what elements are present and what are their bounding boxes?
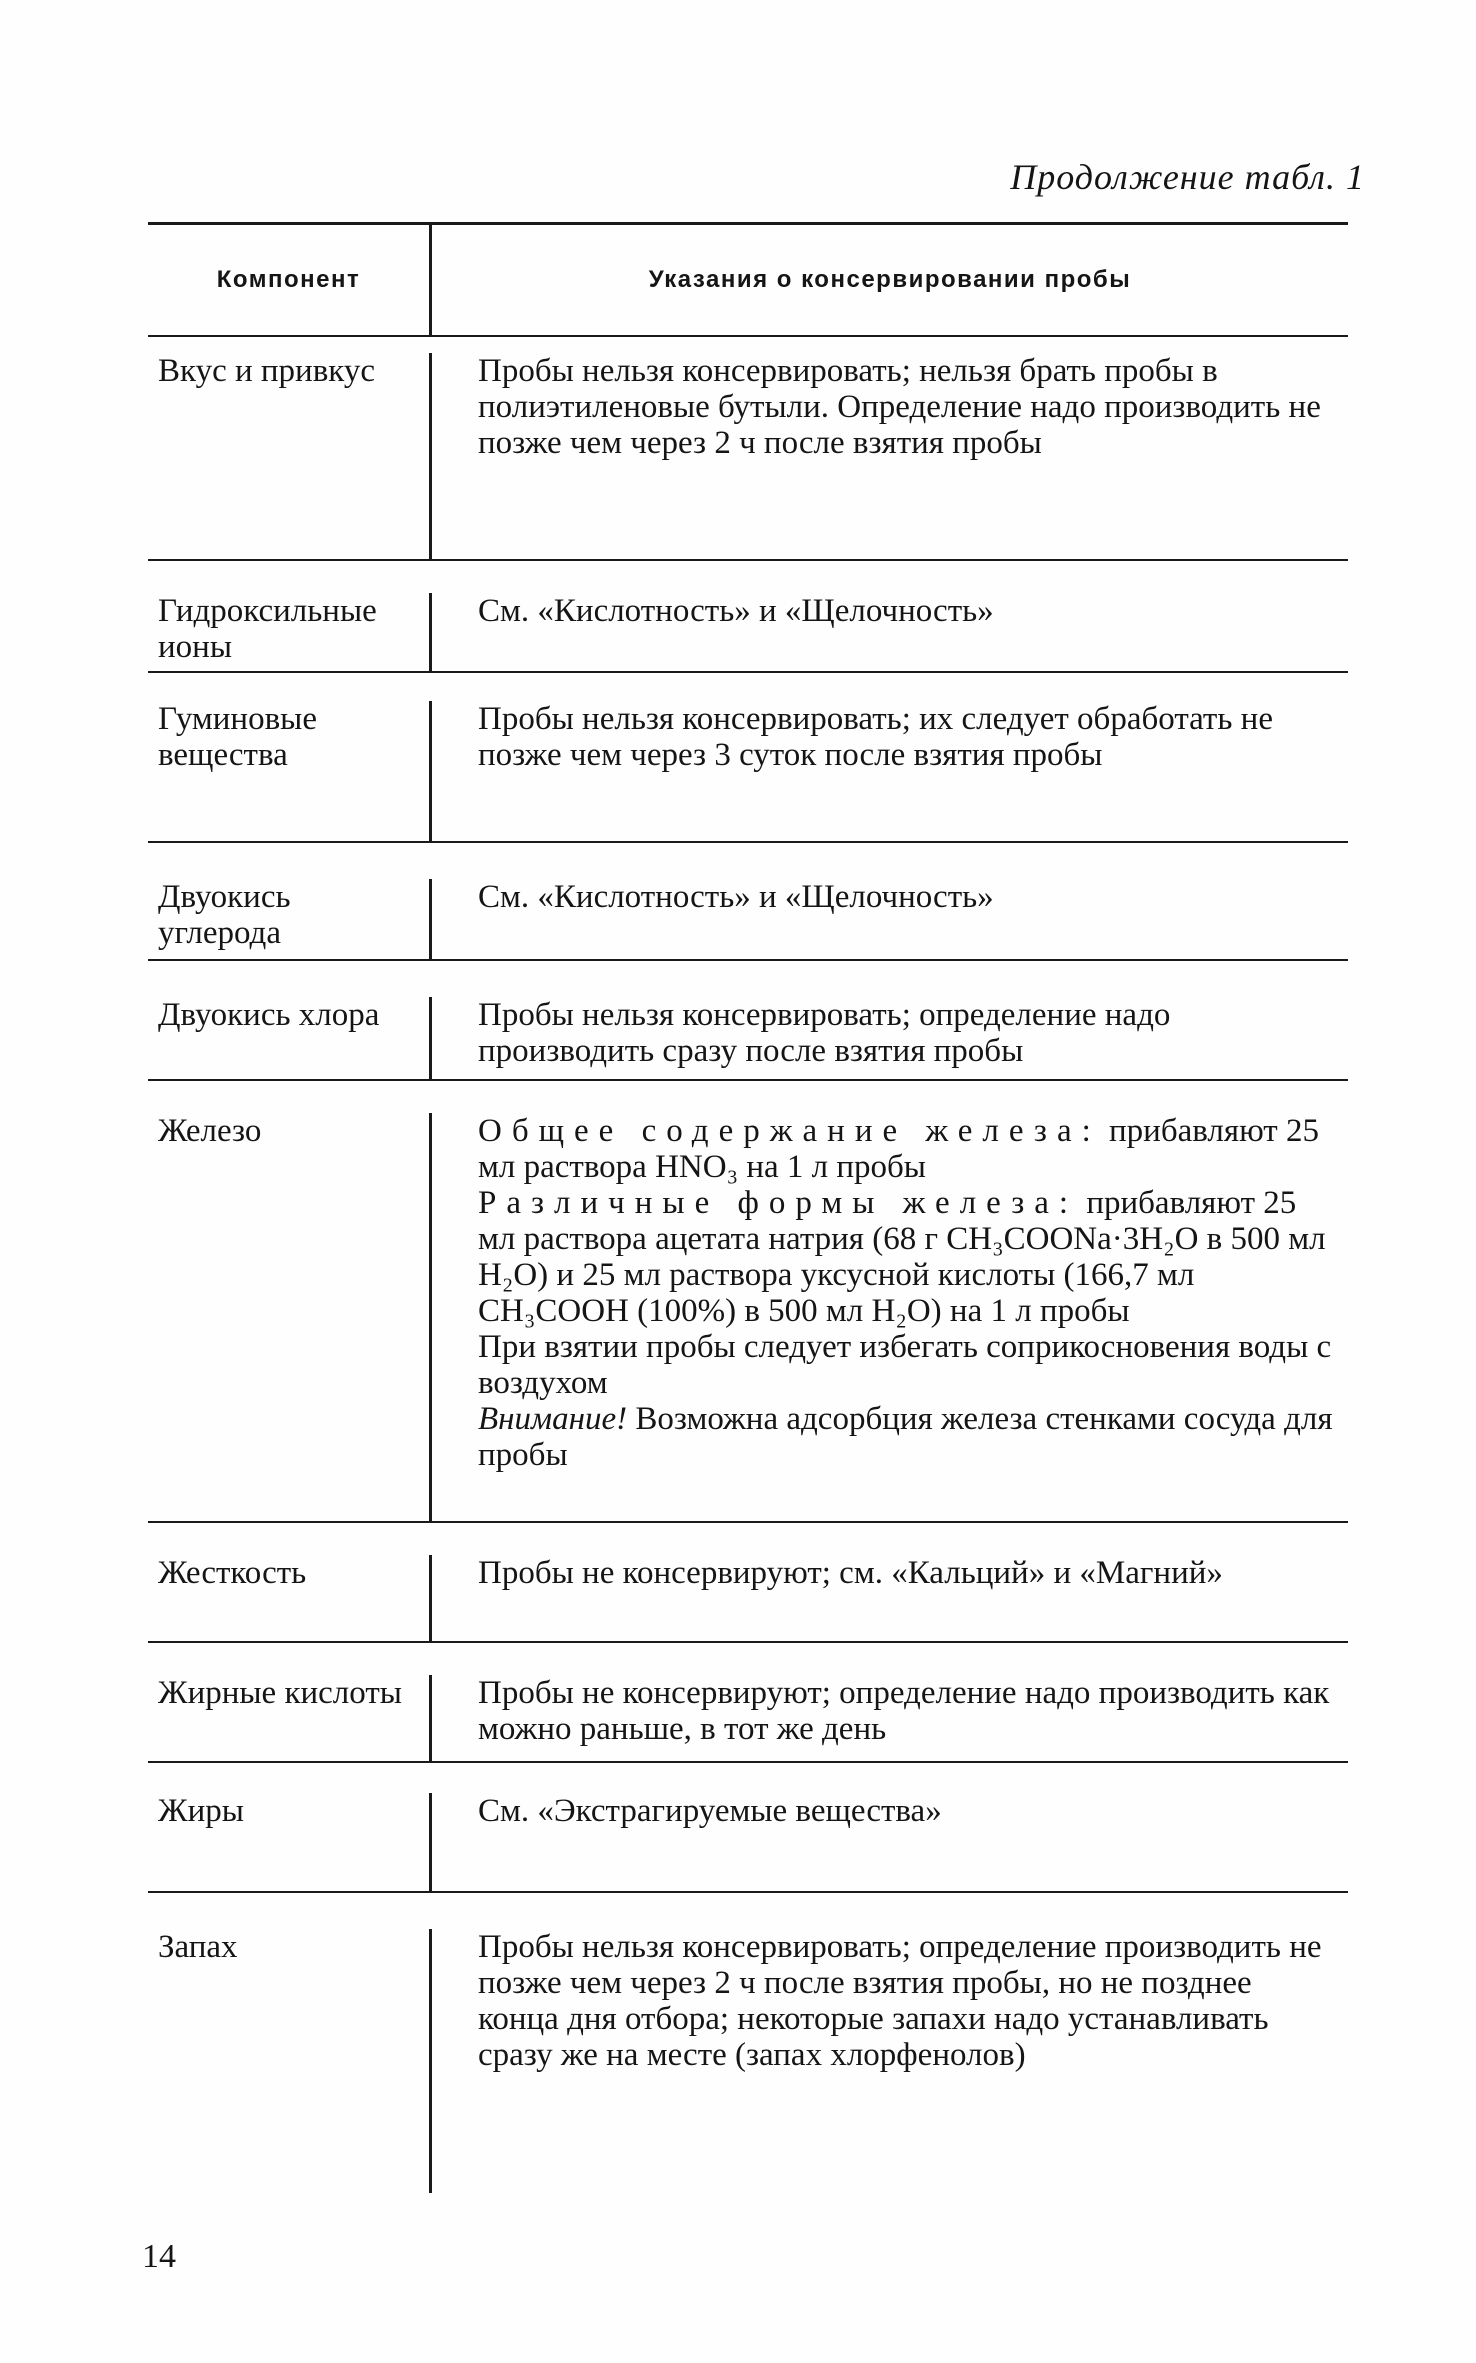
- preservation-instruction: Пробы не консервируют; определение надо производить как можно раньше, в тот же день: [478, 1675, 1330, 1747]
- table-header-row: [148, 225, 1348, 335]
- iron-forms-lead: Различные формы железа:: [478, 1185, 1079, 1221]
- page-header-continuation: Продолжение табл. 1: [1010, 157, 1365, 197]
- iron-warning-note: [478, 1401, 1336, 1473]
- iron-forms-note: [478, 1185, 1336, 1329]
- table-row: [148, 561, 1348, 671]
- preservation-instruction: См. «Кислотность» и «Щелочность»: [478, 879, 994, 915]
- table-row: [148, 843, 1348, 959]
- preservation-instruction: Пробы нельзя консервировать; определение производить не позже чем через 2 ч после взятия пробы, но не позднее конца дня отбора; некоторые запахи надо устанавливать сразу же на месте (запах хлорфенолов): [478, 1929, 1322, 2073]
- iron-total-lead: Общее содержание железа:: [478, 1113, 1101, 1149]
- iron-air-contact-note: При взятии пробы следует избегать соприкосновения воды с воздухом: [478, 1329, 1332, 1401]
- component-name: Жирные кислоты: [148, 1675, 432, 1761]
- table-row: [148, 1643, 1348, 1761]
- col-header-component: Компонент: [148, 225, 432, 335]
- preservation-instruction: Пробы нельзя консервировать; определение надо производить сразу после взятия пробы: [478, 997, 1171, 1069]
- sampling-table: [148, 222, 1348, 2193]
- table-row: [148, 673, 1348, 841]
- preservation-instruction: Пробы не консервируют; см. «Кальций» и «Магний»: [478, 1555, 1223, 1591]
- preservation-instruction: Пробы нельзя консервировать; нельзя брать пробы в полиэтиленовые бутыли. Определение надо производить не позже чем через 2 ч после взятия пробы: [478, 353, 1321, 461]
- table-row: [148, 1523, 1348, 1641]
- component-name: Железо: [148, 1113, 432, 1521]
- iron-total-text: прибавляют 25 мл раствора HNO₃ на 1 л пробы: [478, 1113, 1319, 1185]
- warning-lead: Внимание!: [478, 1401, 628, 1437]
- component-name: Запах: [148, 1929, 432, 2193]
- table-row: [148, 337, 1348, 559]
- component-name: Двуокись углерода: [148, 879, 432, 959]
- component-name: Гидроксильные ионы: [148, 593, 432, 671]
- table-row: [148, 1081, 1348, 1521]
- component-name: Жиры: [148, 1793, 432, 1891]
- component-name: Жесткость: [148, 1555, 432, 1641]
- component-name: Двуокись хлора: [148, 997, 432, 1079]
- warning-text: Возможна адсорбция железа стенками сосуда для пробы: [478, 1401, 1333, 1473]
- iron-total-note: [478, 1113, 1336, 1185]
- table-row: [148, 1763, 1348, 1891]
- preservation-instruction: См. «Кислотность» и «Щелочность»: [478, 593, 994, 629]
- table-row: [148, 1893, 1348, 2193]
- preservation-instruction: См. «Экстрагируемые вещества»: [478, 1793, 942, 1829]
- iron-forms-text: прибавляют 25 мл раствора ацетата натрия (68 г CH₃COONa·3H₂O в 500 мл H₂O) и 25 мл раствора уксусной кислоты (166,7 мл CH₃COOH (100%) в 500 мл H₂O) на 1 л пробы: [478, 1185, 1326, 1329]
- preservation-instruction: Пробы нельзя консервировать; их следует обработать не позже чем через 3 суток после взятия пробы: [478, 701, 1273, 773]
- table-row: [148, 961, 1348, 1079]
- page-number: 14: [142, 2238, 176, 2275]
- component-name: Гуминовые вещества: [148, 701, 432, 841]
- preservation-instruction: [432, 1113, 1348, 1521]
- component-name: Вкус и привкус: [148, 353, 432, 559]
- col-header-instructions: Указания о консервировании пробы: [648, 266, 1132, 293]
